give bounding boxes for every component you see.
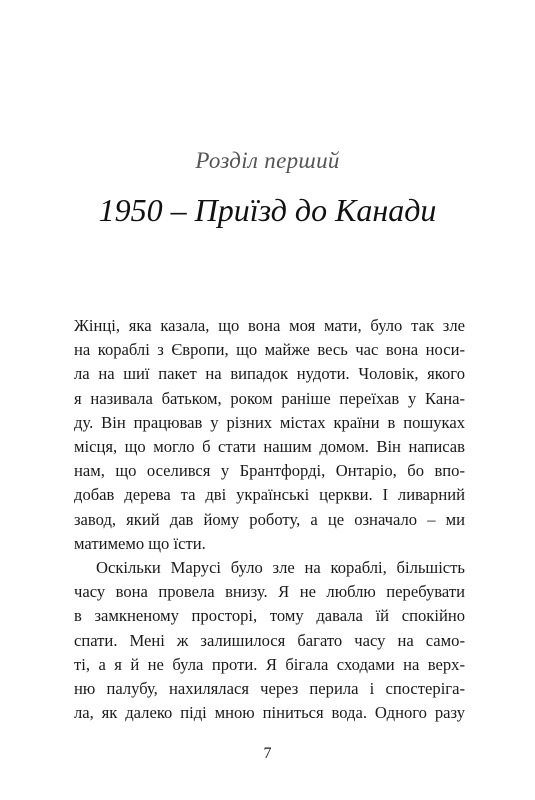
text-line: спати. Мені ж залишилося багато часу на само- — [74, 630, 465, 650]
text-line: я називала батьком, роком раніше переїхав у Кана- — [74, 388, 465, 408]
text-line: часу вона провела внизу. Я не люблю перебувати — [74, 582, 465, 602]
chapter-label: Розділ перший — [195, 148, 340, 173]
chapter-title: 1950 – Приїзд до Канади — [98, 192, 437, 228]
text-line: нам, що оселився у Брантфорді, Онтаріо, бо впо- — [74, 461, 465, 481]
paragraph-2 — [74, 556, 465, 725]
text-line: ті, а я й не була проти. Я бігала сходами на верх- — [74, 654, 465, 674]
text-line: на кораблі з Європи, що майже весь час вона носи- — [74, 340, 465, 360]
text-line: ла на шиї пакет на випадок нудоти. Чоловік, якого — [74, 364, 465, 384]
text-line: матимемо що їсти. — [74, 533, 206, 553]
page-number: 7 — [263, 745, 272, 762]
text-line: Жінці, яка казала, що вона моя мати, було так зле — [74, 316, 465, 335]
text-line: ду. Він працював у різних містах країни в пошуках — [74, 412, 465, 432]
text-line: завод, який дав йому роботу, а це означало – ми — [74, 509, 465, 529]
text-line: добав дерева та дві українські церкви. І ливарний — [74, 485, 465, 505]
text-line: місця, що могло б стати нашим домом. Він написав — [74, 437, 465, 457]
paragraph-1 — [74, 314, 465, 556]
text-line: в замкненому просторі, тому давала їй спокійно — [74, 606, 465, 626]
text-line: ла, як далеко піді мною піниться вода. Одного разу — [74, 703, 465, 723]
text-line: Оскільки Марусі було зле на кораблі, більшість — [96, 558, 465, 578]
text-line: ню палубу, нахилялася через перила і спостеріга- — [74, 679, 465, 699]
body-text — [74, 314, 465, 725]
